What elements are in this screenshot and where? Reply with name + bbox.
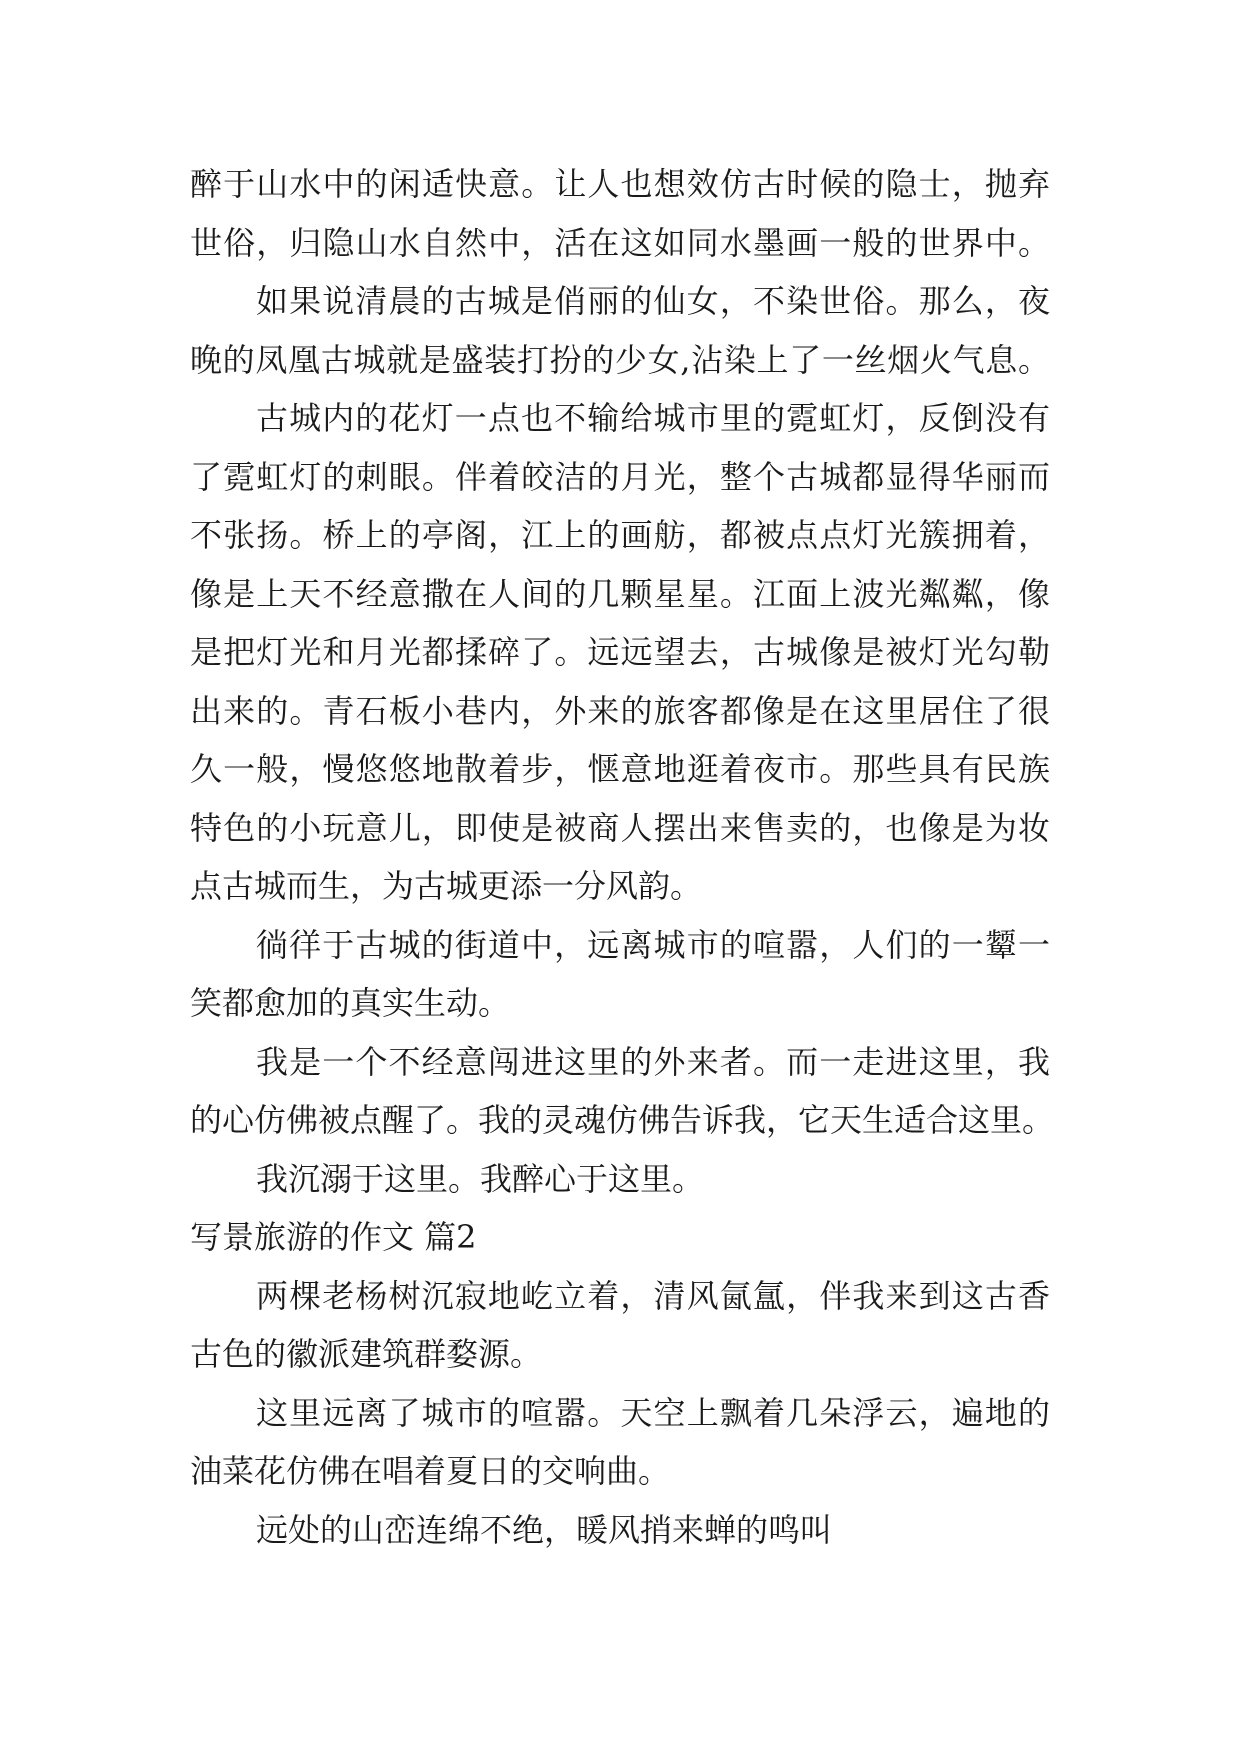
paragraph-line: 的心仿佛被点醒了。我的灵魂仿佛告诉我，它天生适合这里。 (190, 1101, 1055, 1139)
paragraph-line: 特色的小玩意儿，即使是被商人摆出来售卖的，也像是为妆 (190, 808, 1050, 847)
paragraph-line: 晚的凤凰古城就是盛装打扮的少女,沾染上了一丝烟火气息。 (190, 340, 1050, 379)
paragraph-line: 像是上天不经意撒在人间的几颗星星。江面上波光粼粼，像 (190, 574, 1050, 613)
paragraph-line: 油菜花仿佛在唱着夏日的交响曲。 (190, 1452, 671, 1490)
paragraph-line: 两棵老杨树沉寂地屹立着，清风氤氲，伴我来到这古香 (256, 1276, 1050, 1315)
paragraph-line: 我沉溺于这里。我醉心于这里。 (256, 1159, 705, 1198)
paragraph-line: 如果说清晨的古城是俏丽的仙女，不染世俗。那么，夜 (256, 282, 1050, 320)
paragraph-line: 久一般，慢悠悠地散着步，惬意地逛着夜市。那些具有民族 (190, 750, 1050, 788)
paragraph-line: 古色的徽派建筑群婺源。 (190, 1335, 543, 1373)
paragraph-line: 这里远离了城市的喧嚣。天空上飘着几朵浮云，遍地的 (256, 1393, 1050, 1432)
paragraph-line: 醉于山水中的闲适快意。让人也想效仿古时候的隐士，抛弃 (190, 165, 1050, 203)
article-body (190, 155, 1055, 1559)
paragraph-line: 古城内的花灯一点也不输给城市里的霓虹灯，反倒没有 (256, 399, 1050, 437)
paragraph-line: 我是一个不经意闯进这里的外来者。而一走进这里，我 (256, 1042, 1050, 1081)
paragraph-line: 不张扬。桥上的亭阁，江上的画舫，都被点点灯光簇拥着， (190, 516, 1050, 554)
paragraph-line: 世俗，归隐山水自然中，活在这如同水墨画一般的世界中。 (190, 223, 1050, 262)
paragraph-line: 笑都愈加的真实生动。 (190, 984, 511, 1022)
paragraph-line: 出来的。青石板小巷内，外来的旅客都像是在这里居住了很 (190, 691, 1050, 730)
paragraph-line: 远处的山峦连绵不绝，暖风捎来蝉的鸣叫 (256, 1510, 833, 1549)
section-heading: 写景旅游的作文 篇2 (190, 1218, 477, 1256)
paragraph-line: 点古城而生，为古城更添一分风韵。 (190, 867, 703, 905)
paragraph-line: 了霓虹灯的刺眼。伴着皎洁的月光，整个古城都显得华丽而 (190, 457, 1050, 496)
paragraph-line: 是把灯光和月光都揉碎了。远远望去，古城像是被灯光勾勒 (190, 633, 1050, 671)
paragraph-line: 徜徉于古城的街道中，远离城市的喧嚣，人们的一颦一 (256, 925, 1050, 964)
